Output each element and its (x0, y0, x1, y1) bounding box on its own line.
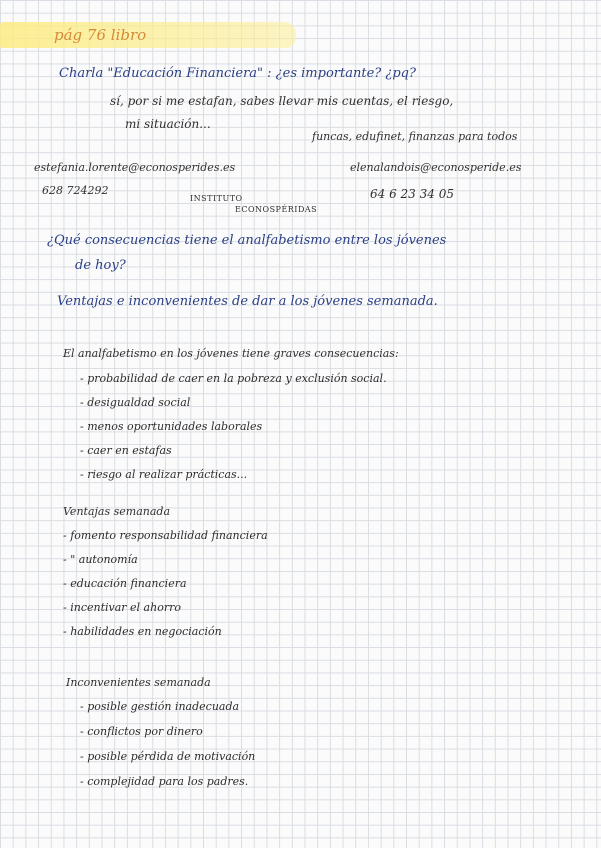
list-item: - desigualdad social (80, 396, 191, 409)
list-item: - posible pérdida de motivación (80, 750, 256, 763)
question-1-line-2: de hoy? (75, 258, 126, 273)
talk-title: Charla "Educación Financiera" : ¿es importante? ¿pq? (59, 66, 416, 81)
consequences-heading: El analfabetismo en los jóvenes tiene graves consecuencias: (63, 347, 399, 360)
question-1-line-1: ¿Qué consecuencias tiene el analfabetismo entre los jóvenes (47, 233, 447, 248)
list-item: - educación financiera (63, 577, 187, 590)
contact-left-phone: 628 724292 (42, 184, 109, 197)
contact-right-email: elenalandois@econosperide.es (350, 161, 522, 174)
list-item: - conflictos por dinero (80, 725, 203, 738)
institute-line-2: ECONOSPÉRIDAS (235, 205, 318, 214)
list-item: - habilidades en negociación (63, 625, 222, 638)
list-item: - posible gestión inadecuada (80, 700, 240, 713)
page-reference: pág 76 libro (54, 26, 147, 44)
list-item: - menos oportunidades laborales (80, 420, 263, 433)
list-item: - riesgo al realizar prácticas... (80, 468, 248, 481)
talk-answer-line-2: mi situación... (125, 117, 211, 131)
list-item: - incentivar el ahorro (63, 601, 181, 614)
talk-sources: funcas, edufinet, finanzas para todos (312, 130, 518, 143)
list-item: - complejidad para los padres. (80, 775, 249, 788)
list-item: - " autonomía (63, 553, 138, 566)
highlighter-mark (0, 22, 296, 48)
disadvantages-heading: Inconvenientes semanada (66, 676, 211, 689)
institute-line-1: INSTITUTO (190, 194, 243, 203)
contact-left-email: estefania.lorente@econosperides.es (34, 161, 236, 174)
talk-answer-line-1: sí, por si me estafan, sabes llevar mis cuentas, el riesgo, (110, 94, 454, 108)
contact-right-phone: 64 6 23 34 05 (370, 187, 454, 201)
list-item: - fomento responsabilidad financiera (63, 529, 268, 542)
question-2: Ventajas e inconvenientes de dar a los jóvenes semanada. (57, 294, 438, 309)
advantages-heading: Ventajas semanada (63, 505, 171, 518)
list-item: - probabilidad de caer en la pobreza y exclusión social. (80, 372, 387, 385)
list-item: - caer en estafas (80, 444, 172, 457)
